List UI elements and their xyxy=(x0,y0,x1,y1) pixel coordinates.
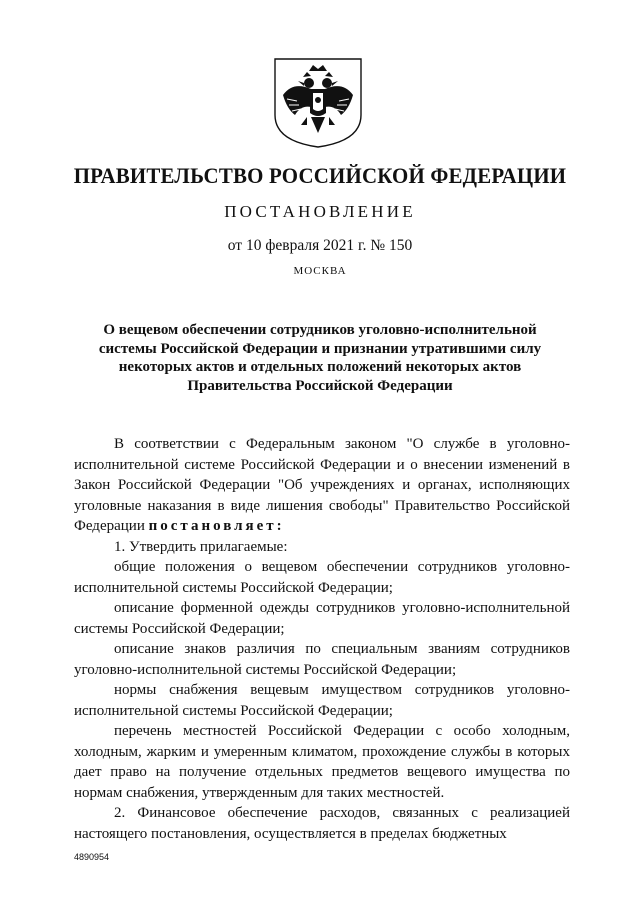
subject-line: системы Российской Федерации и признании утратившими силу xyxy=(98,340,542,357)
document-body xyxy=(74,434,570,844)
preamble-paragraph xyxy=(74,434,570,537)
clause-1-item: общие положения о вещевом обеспечении сотрудников уголовно-исполнительной системы Российской Федерации; xyxy=(74,559,570,596)
government-title: ПРАВИТЕЛЬСТВО РОССИЙСКОЙ ФЕДЕРАЦИИ xyxy=(73,163,567,188)
document-subject xyxy=(70,321,570,396)
clause-1-item: перечень местностей Российской Федерации с особо холодным, холодным, жарким и умеренным климатом, прохождение службы в которых дает право на получение отдельных предметов вещевого имущества по нормам снабжения, утвержденным для таких местностей. xyxy=(74,723,570,801)
clause-1-item: описание знаков различия по специальным званиям сотрудников уголовно-исполнительной системы Российской Федерации; xyxy=(74,641,570,678)
clause-1-item: нормы снабжения вещевым имуществом сотрудников уголовно-исполнительной системы Российской Федерации; xyxy=(74,682,570,719)
resolves-keyword: постановляет: xyxy=(148,518,285,534)
subject-line: некоторых актов и отдельных положений некоторых актов xyxy=(118,359,522,376)
document-city: МОСКВА xyxy=(293,265,347,277)
russian-coat-of-arms-icon xyxy=(271,55,365,149)
subject-line: О вещевом обеспечении сотрудников уголовно-исполнительной xyxy=(103,322,537,338)
clause-2: 2. Финансовое обеспечение расходов, связанных с реализацией настоящего постановления, осуществляется в пределах бюджетных xyxy=(74,805,570,842)
clause-1: 1. Утвердить прилагаемые: xyxy=(114,538,288,555)
clause-1-item: описание форменной одежды сотрудников уголовно-исполнительной системы Российской Федерации; xyxy=(74,600,570,637)
preamble-text: В соответствии с Федеральным законом "О службе в уголовно-исполнительной системе Российской Федерации и о внесении изменений в Закон Российской Федерации "Об учреждениях и органах, исполняющих уголовные наказания в виде лишения свободы" Правительство Российской Федерации xyxy=(74,436,570,534)
document-date-number: от 10 февраля 2021 г. № 150 xyxy=(227,237,413,254)
document-id: 4890954 xyxy=(74,852,110,862)
subject-line: Правительства Российской Федерации xyxy=(187,378,453,395)
document-type: ПОСТАНОВЛЕНИЕ xyxy=(224,202,416,221)
